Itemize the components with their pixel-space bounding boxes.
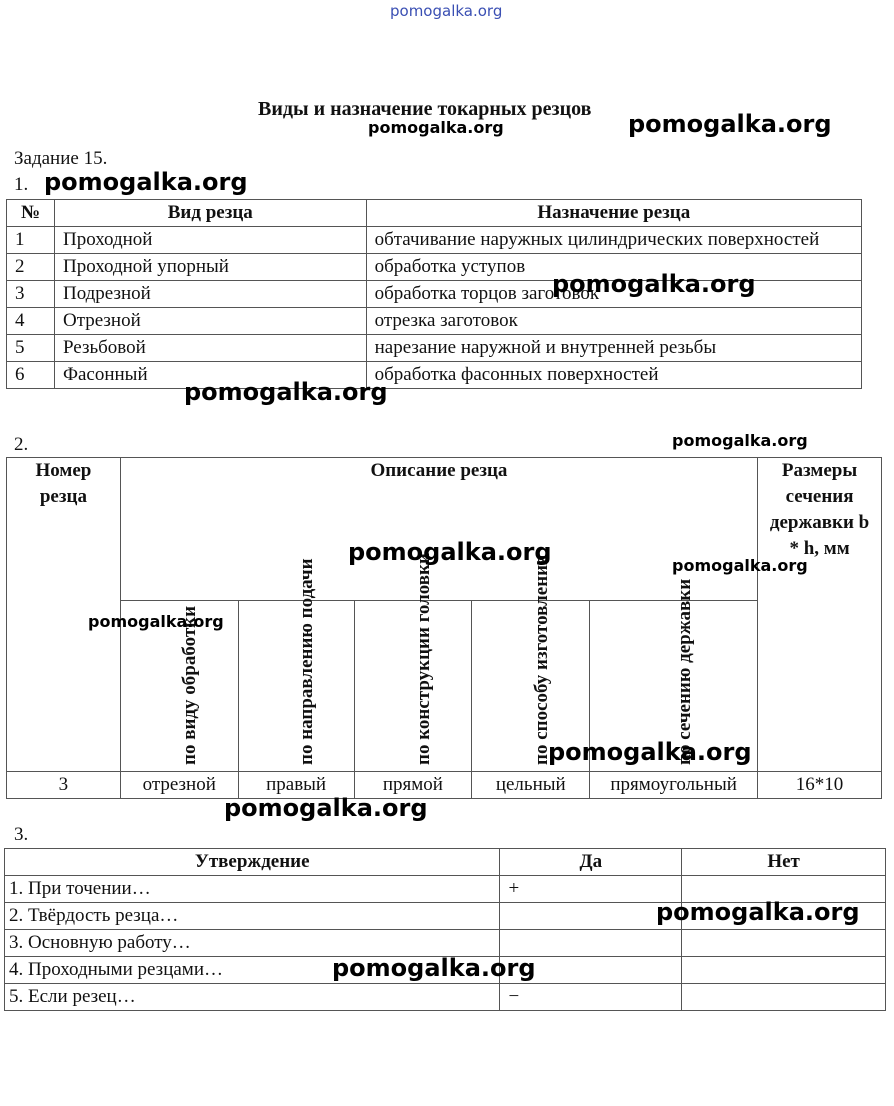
cell-yes: + (500, 876, 682, 903)
column-header: № (7, 200, 55, 227)
watermark: pomogalka.org (628, 110, 832, 138)
cell-type: Фасонный (54, 362, 366, 389)
cell-number: 3 (7, 281, 55, 308)
column-header: Утверждение (5, 849, 500, 876)
cell-type: Резьбовой (54, 335, 366, 362)
cell-number: 3 (7, 772, 121, 799)
watermark: pomogalka.org (184, 378, 388, 406)
subheader-label: по направлению подачи (296, 558, 318, 765)
table-header-row (7, 200, 862, 227)
cell-yes: − (500, 984, 682, 1011)
watermark: pomogalka.org (88, 612, 224, 631)
column-header-number: Номер резца (7, 458, 121, 772)
table-header-row (7, 458, 882, 601)
statements-table (4, 848, 886, 1011)
page-title: Виды и назначение токарных резцов (258, 98, 592, 120)
column-header: Нет (682, 849, 886, 876)
table-row (7, 335, 862, 362)
cell-type: Подрезной (54, 281, 366, 308)
cell-type: Отрезной (54, 308, 366, 335)
cell-number: 4 (7, 308, 55, 335)
watermark: pomogalka.org (672, 556, 808, 575)
table-header-row (5, 849, 886, 876)
column-header-size: Размеры сечения державки b * h, мм (758, 458, 882, 772)
cell-purpose: отрезка заготовок (366, 308, 861, 335)
cell-purpose: обработка фасонных поверхностей (366, 362, 861, 389)
watermark: pomogalka.org (368, 118, 504, 137)
cell-yes (500, 903, 682, 930)
cell-yes (500, 930, 682, 957)
task-label: Задание 15. (14, 148, 108, 169)
column-header-description: Описание резца (120, 458, 757, 601)
cell-purpose: обтачивание наружных цилиндрических поверхностей (366, 227, 861, 254)
cell-statement: 4. Проходными резцами… (5, 957, 500, 984)
column-header: Назначение резца (366, 200, 861, 227)
cell-statement: 3. Основную работу… (5, 930, 500, 957)
cell-statement: 2. Твёрдость резца… (5, 903, 500, 930)
subheader-label: по виду обработки (179, 605, 201, 765)
cell-feed: правый (238, 772, 354, 799)
watermark: pomogalka.org (224, 794, 428, 822)
cell-purpose: нарезание наружной и внутренней резьбы (366, 335, 861, 362)
watermark: pomogalka.org (672, 431, 808, 450)
cell-size: 16*10 (758, 772, 882, 799)
cell-statement: 5. Если резец… (5, 984, 500, 1011)
table-row (5, 984, 886, 1011)
cell-statement: 1. При точении… (5, 876, 500, 903)
table-row (7, 227, 862, 254)
cell-no (682, 930, 886, 957)
cell-number: 6 (7, 362, 55, 389)
section-number: 1. (14, 174, 29, 195)
cell-processing: отрезной (120, 772, 238, 799)
watermark: pomogalka.org (548, 738, 752, 766)
table-row (7, 308, 862, 335)
watermark: pomogalka.org (44, 168, 248, 196)
cell-number: 2 (7, 254, 55, 281)
cell-no (682, 957, 886, 984)
column-header: Да (500, 849, 682, 876)
subheader-label: по сечению державки (673, 578, 695, 765)
cell-section: прямоугольный (590, 772, 758, 799)
cell-no (682, 984, 886, 1011)
subheader-cell (238, 558, 354, 772)
subheader-label: по конструкции головки (412, 553, 434, 765)
cell-number: 1 (7, 227, 55, 254)
cell-head: прямой (354, 772, 472, 799)
table-row (5, 930, 886, 957)
column-header: Вид резца (54, 200, 366, 227)
cell-manufacture: цельный (472, 772, 590, 799)
table-row (7, 772, 882, 799)
cell-purpose: обработка торцов заготовок (366, 281, 861, 308)
watermark: pomogalka.org (332, 954, 536, 982)
subheader-label: по способу изготовления (530, 554, 552, 765)
watermark: pomogalka.org (348, 538, 552, 566)
subheader-cell (354, 553, 472, 772)
section-number: 3. (14, 824, 29, 845)
cell-type: Проходной (54, 227, 366, 254)
section-number: 2. (14, 434, 29, 455)
cell-purpose: обработка уступов (366, 254, 861, 281)
cell-type: Проходной упорный (54, 254, 366, 281)
watermark: pomogalka.org (656, 898, 860, 926)
cell-number: 5 (7, 335, 55, 362)
watermark: pomogalka.org (552, 270, 756, 298)
watermark-top: pomogalka.org (390, 2, 503, 20)
table-row (7, 362, 862, 389)
